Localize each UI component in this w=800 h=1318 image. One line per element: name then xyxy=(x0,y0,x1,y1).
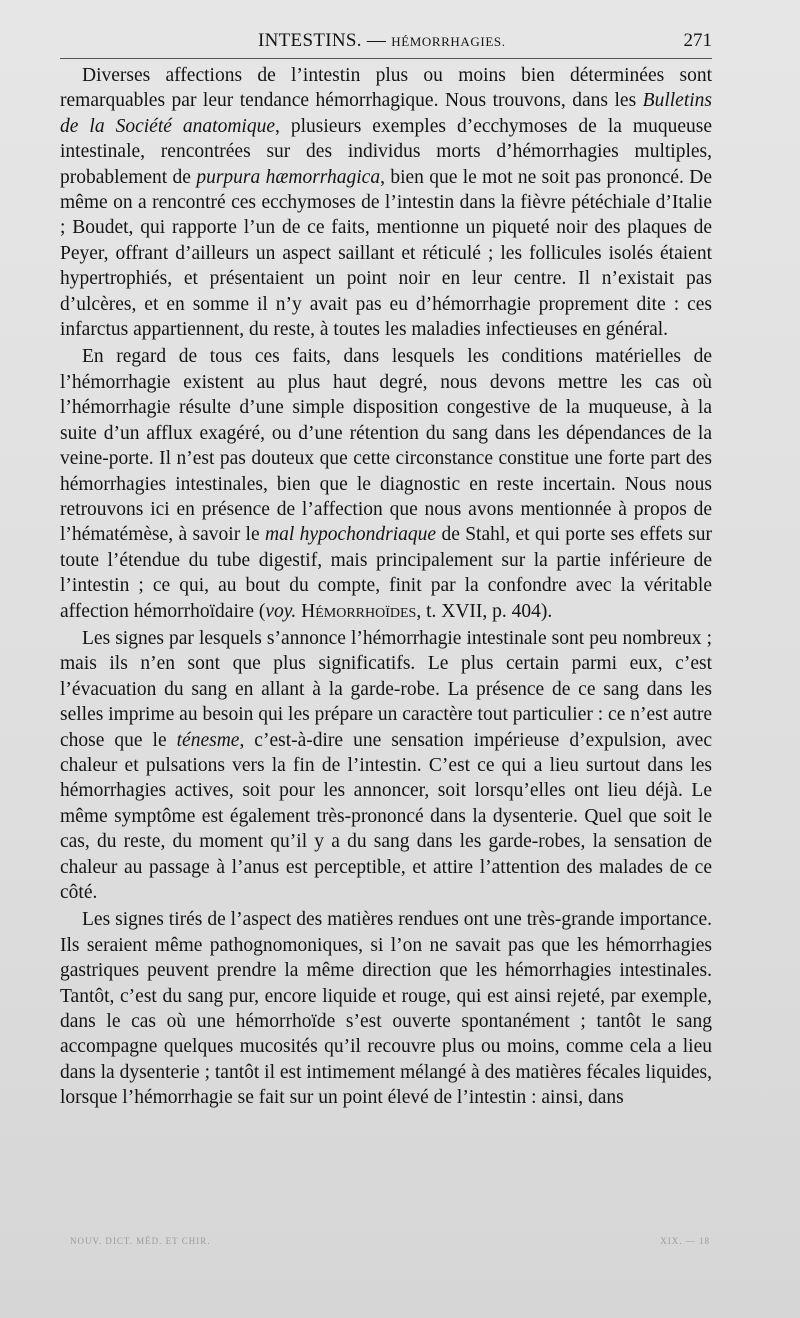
running-header xyxy=(60,28,712,59)
page-footer xyxy=(70,1236,710,1246)
tenesme-term: ténesme xyxy=(176,729,240,751)
paragraph-2-text-b: de Stahl, et qui porte ses effets sur toute l’étendue du tube digestif, mais principalement sur la partie inférieure de l’intestin ; ce qui, au bout du compte, finit par la confondre avec la véritable affection hémorrhoïdaire ( xyxy=(60,524,712,622)
hemorrhoides-reference: Hémorrhoïdes xyxy=(301,600,417,622)
running-title xyxy=(258,30,506,52)
page-number: 271 xyxy=(683,30,712,51)
paragraph-3 xyxy=(60,626,712,905)
purpura-term: purpura hæmorrhagica xyxy=(196,166,381,188)
body-text xyxy=(60,63,712,1111)
paragraph-1-text-a: Diverses affections de l’intestin plus ou moins bien déterminées sont remarquables par leur tendance hémorrhagique. Nous trouvons, dans les xyxy=(60,65,712,112)
header-separator: — xyxy=(361,30,392,51)
paragraph-2-text-c: , t. XVII, p. 404). xyxy=(416,600,553,622)
paragraph-1 xyxy=(60,63,712,342)
paragraph-2-text-a: En regard de tous ces faits, dans lesquels les conditions matérielles de l’hémorrhagie existent au plus haut degré, nous devons mettre les cas où l’hémorrhagie résulte d’une simple disposition congestive de la muqueuse, à la suite d’un afflux exagéré, ou d’une rétention du sang dans les dépendances de la veine-porte. Il n’est pas douteux que cette circonstance constitue une forte part des hémorrhagies intestinales, bien que le diagnostic en reste incertain. Nous nous retrouvons ici en présence de l’affection que nous avons mentionnée à propos de l’hématémèse, à savoir le xyxy=(60,346,712,546)
bulletins-title: Bulletins de la Société anatomique xyxy=(60,90,712,137)
mal-hypochondriaque-term: mal hypochondriaque xyxy=(264,524,437,546)
paragraph-2 xyxy=(60,344,712,623)
paragraph-3-text-b: , c’est-à-dire une sensation impérieuse d’expulsion, avec chaleur et pulsations vers la fin de l’intestin. C’est ce qui a lieu surtout dans les hémorrhagies actives, soit pour les annoncer, soit lorsqu’elles ont lieu déjà. Le même symptôme est également très-prononcé dans la dysenterie. Quel que soit le cas, du reste, du moment qu’il y a du sang dans les garde-robes, la sensation de chaleur au passage à l’anus est perceptible, et attire l’attention des malades de ce côté. xyxy=(60,729,712,903)
footer-signature: NOUV. DICT. MÉD. ET CHIR. xyxy=(70,1236,211,1246)
paragraph-1-text-b: , plusieurs exemples d’ecchymoses de la muqueuse intestinale, rencontrées sur des individus morts d’hémorrhagies multiples, probablement de xyxy=(60,115,712,188)
section-title: HÉMORRHAGIES. xyxy=(391,34,506,49)
footer-sheet-number: XIX. — 18 xyxy=(660,1236,710,1246)
paragraph-4 xyxy=(60,907,712,1110)
voy-abbrev: voy. xyxy=(265,600,297,622)
chapter-title: INTESTINS. xyxy=(258,30,362,51)
paragraph-3-text-a: Les signes par lesquels s’annonce l’hémorrhagie intestinale sont peu nombreux ; mais ils n’en sont que plus significatifs. Le plus certain parmi eux, c’est l’évacuation du sang en allant à la garde-robe. La présence de ce sang dans les selles imprime au besoin qui les prépare un caractère tout particulier : ce n’est autre chose que le xyxy=(60,627,712,751)
paragraph-4-text: Les signes tirés de l’aspect des matières rendues ont une très-grande importance. Ils seraient même pathognomoniques, si l’on ne savait pas que les hémorrhagies gastriques peuvent prendre la même direction que les hémorrhagies intestinales. Tantôt, c’est du sang pur, encore liquide et rouge, qui est ainsi rejeté, par exemple, dans le cas où une hémorrhoïde s’est ouverte spontanément ; tantôt le sang accompagne quelques mucosités qu’il recouvre plus ou moins, comme cela a lieu dans la dysenterie ; tantôt il est intimement mélangé à des matières fécales liquides, lorsque l’hémorrhagie se fait sur un point élevé de l’intestin : ainsi, dans xyxy=(60,909,712,1109)
paragraph-1-text-c: , bien que le mot ne soit pas prononcé. De même on a rencontré ces ecchymoses de l’intestin dans la fièvre pétéchiale d’Italie ; Boudet, qui rapporte l’un de ce faits, mentionne un piqueté noir des plaques de Peyer, offrant d’ailleurs un aspect saillant et réticulé ; les follicules isolés étaient hypertrophiés, et présentaient un point noir en leur centre. Il n’existait pas d’ulcères, et en somme il n’y avait pas eu d’hémorrhagie proprement dite : ces infarctus appartiennent, du reste, à toutes les maladies infectieuses en général. xyxy=(60,166,712,341)
